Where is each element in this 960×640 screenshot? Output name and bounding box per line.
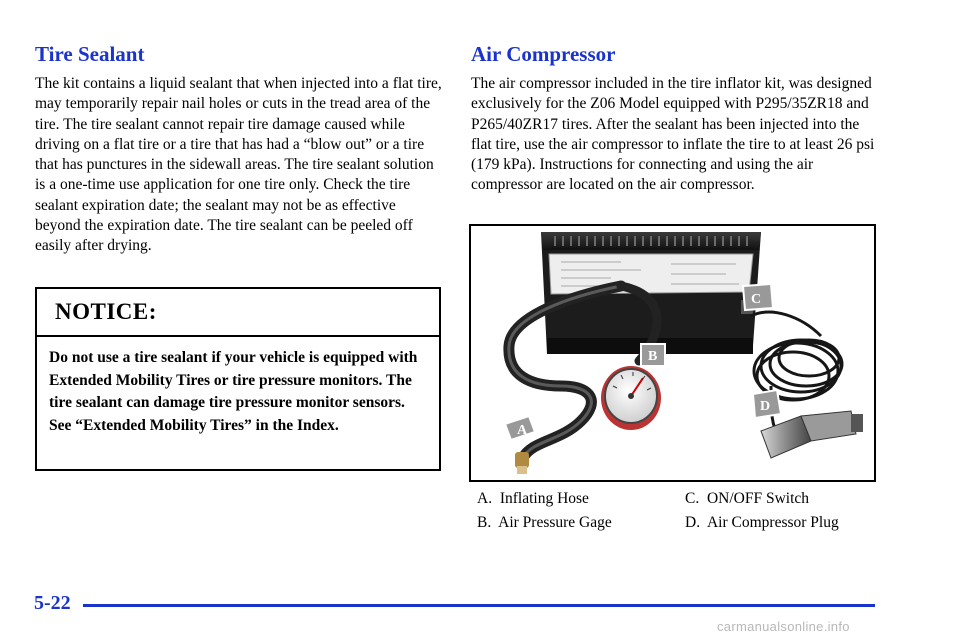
caption-b-text: Air Pressure Gage (498, 514, 612, 531)
page-number: 5-22 (34, 592, 71, 614)
air-pressure-gauge (601, 366, 661, 430)
notice-heading: NOTICE: (37, 289, 439, 337)
svg-text:A: A (517, 423, 528, 438)
caption-c-letter: C. (685, 490, 700, 507)
callout-c (743, 284, 773, 310)
callout-b (641, 344, 665, 366)
section-title-tire-sealant: Tire Sealant (35, 42, 145, 66)
watermark: carmanualsonline.info (717, 619, 850, 634)
callout-a (505, 416, 535, 440)
tire-sealant-paragraph: The kit contains a liquid sealant that when injected into a flat tire, may temporarily repair nail holes or cuts in the tread area of the tire. The tire sealant cannot repair tire damage caused while driving on a flat tire or a tire that has had a “blow out” or a tire that has punctures in the sidewall areas. The tire sealant solution is a one-time use application for one tire only. Check the tire sealant expiration date; the sealant may not be as effective beyond the expiration date. The tire sealant can be peeled off easily after drying. (35, 75, 442, 255)
air-compressor-plug (761, 411, 863, 458)
compressor-kit-drawing (471, 226, 874, 480)
caption-d-text: Air Compressor Plug (706, 514, 839, 531)
caption-b (477, 514, 612, 532)
caption-a (477, 490, 589, 508)
footer-rule (83, 604, 875, 607)
callout-d (753, 390, 781, 418)
notice-box (35, 287, 441, 471)
air-compressor-paragraph: The air compressor included in the tire inflator kit, was designed exclusively for the Z06 Model equipped with P295/35ZR18 and P265/40ZR17 tires. After the sealant has been injected into the flat tire, use the air compressor to inflate the tire to at least 26 psi (179 kPa). Instructions for connecting and using the air compressor are located on the air compressor. (471, 75, 875, 194)
air-compressor-illustration (469, 224, 876, 482)
section-title-air-compressor: Air Compressor (471, 42, 616, 66)
caption-c-text: ON/OFF Switch (706, 490, 810, 507)
svg-text:D: D (760, 399, 771, 414)
svg-text:C: C (751, 292, 762, 307)
caption-c (685, 490, 809, 508)
caption-b-letter: B. (477, 514, 492, 531)
caption-d-letter: D. (685, 514, 701, 531)
hose-valve-tip (515, 452, 529, 474)
caption-d (685, 514, 839, 532)
notice-body: Do not use a tire sealant if your vehicle is equipped with Extended Mobility Tires or tire pressure monitors. The tire sealant can damage tire pressure monitor sensors. See “Extended Mobility Tires” in the Index. (49, 349, 418, 434)
caption-a-text: Inflating Hose (499, 490, 589, 507)
svg-text:B: B (648, 349, 658, 364)
caption-a-letter: A. (477, 490, 493, 507)
